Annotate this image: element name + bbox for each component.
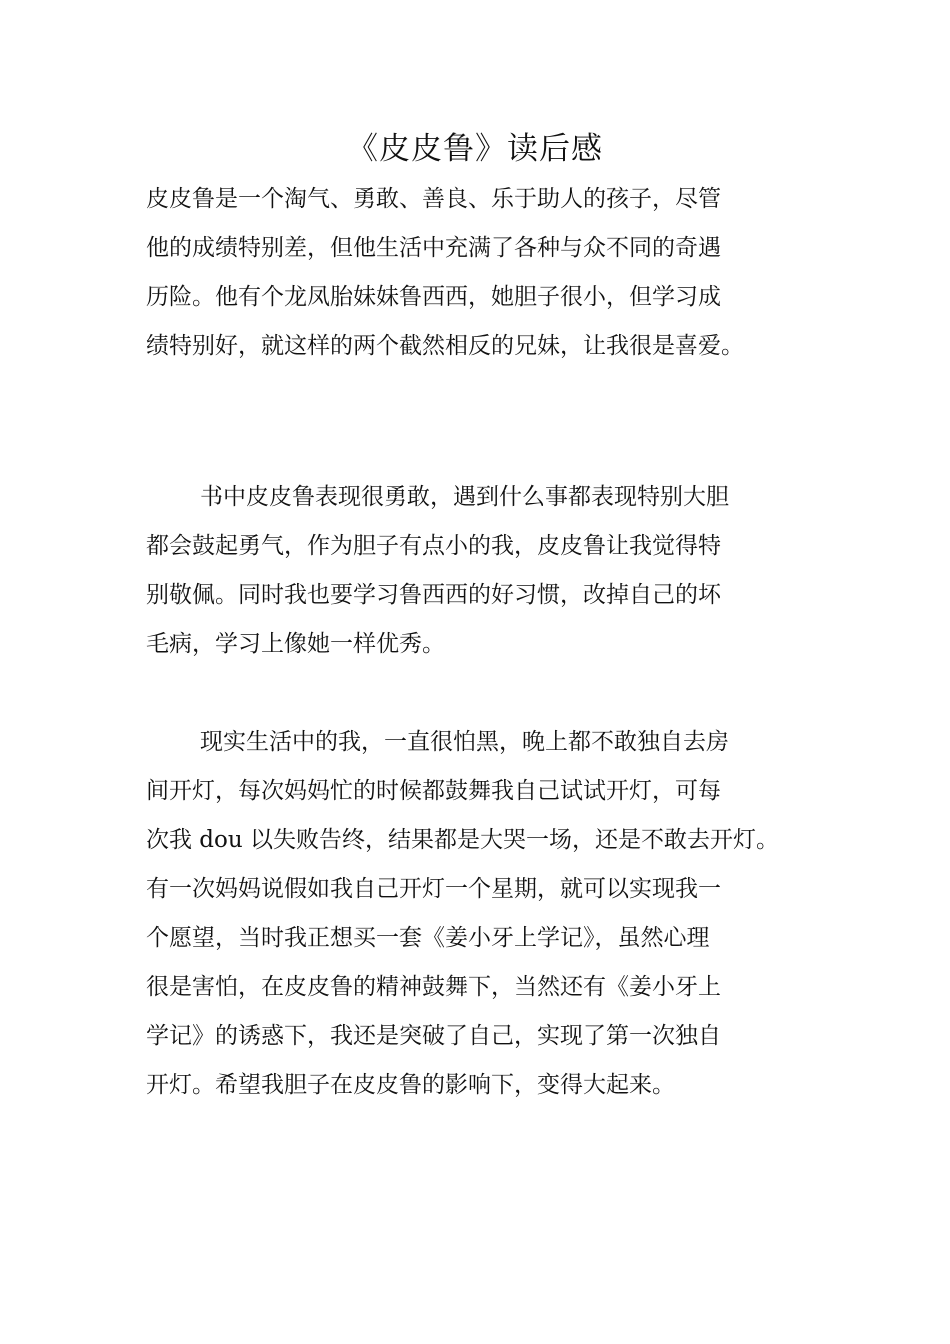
text-line: 书中皮皮鲁表现很勇敢，遇到什么事都表现特别大胆 — [200, 484, 729, 510]
paragraph-1 — [146, 175, 826, 371]
paragraph-2 — [146, 473, 826, 669]
text-line: 绩特别好，就这样的两个截然相反的兄妹，让我很是喜爱。 — [146, 333, 744, 359]
paragraph-3 — [146, 718, 826, 1110]
text-line: 间开灯，每次妈妈忙的时候都鼓舞我自己试试开灯，可每 — [146, 778, 721, 804]
text-line: 开灯。希望我胆子在皮皮鲁的影响下，变得大起来。 — [146, 1072, 675, 1098]
text-line: 学记》的诱惑下，我还是突破了自己，实现了第一次独自 — [146, 1023, 721, 1049]
text-line: 很是害怕，在皮皮鲁的精神鼓舞下，当然还有《姜小牙上 — [146, 974, 721, 1000]
text-line: 别敬佩。同时我也要学习鲁西西的好习惯，改掉自己的坏 — [146, 582, 721, 608]
text-line: 他的成绩特别差，但他生活中充满了各种与众不同的奇遇 — [146, 235, 721, 261]
text-line: 次我 dou 以失败告终，结果都是大哭一场，还是不敢去开灯。 — [146, 827, 780, 853]
text-line: 毛病，学习上像她一样优秀。 — [146, 631, 445, 657]
text-line: 皮皮鲁是一个淘气、勇敢、善良、乐于助人的孩子，尽管 — [146, 186, 721, 212]
text-line: 都会鼓起勇气，作为胆子有点小的我，皮皮鲁让我觉得特 — [146, 533, 721, 559]
text-line: 现实生活中的我，一直很怕黑，晚上都不敢独自去房 — [200, 729, 729, 755]
text-line: 有一次妈妈说假如我自己开灯一个星期，就可以实现我一 — [146, 876, 721, 902]
text-line: 个愿望，当时我正想买一套《姜小牙上学记》，虽然心理 — [146, 925, 710, 951]
text-line: 历险。他有个龙凤胎妹妹鲁西西，她胆子很小，但学习成 — [146, 284, 721, 310]
document-title: 《皮皮鲁》读后感 — [347, 131, 603, 167]
